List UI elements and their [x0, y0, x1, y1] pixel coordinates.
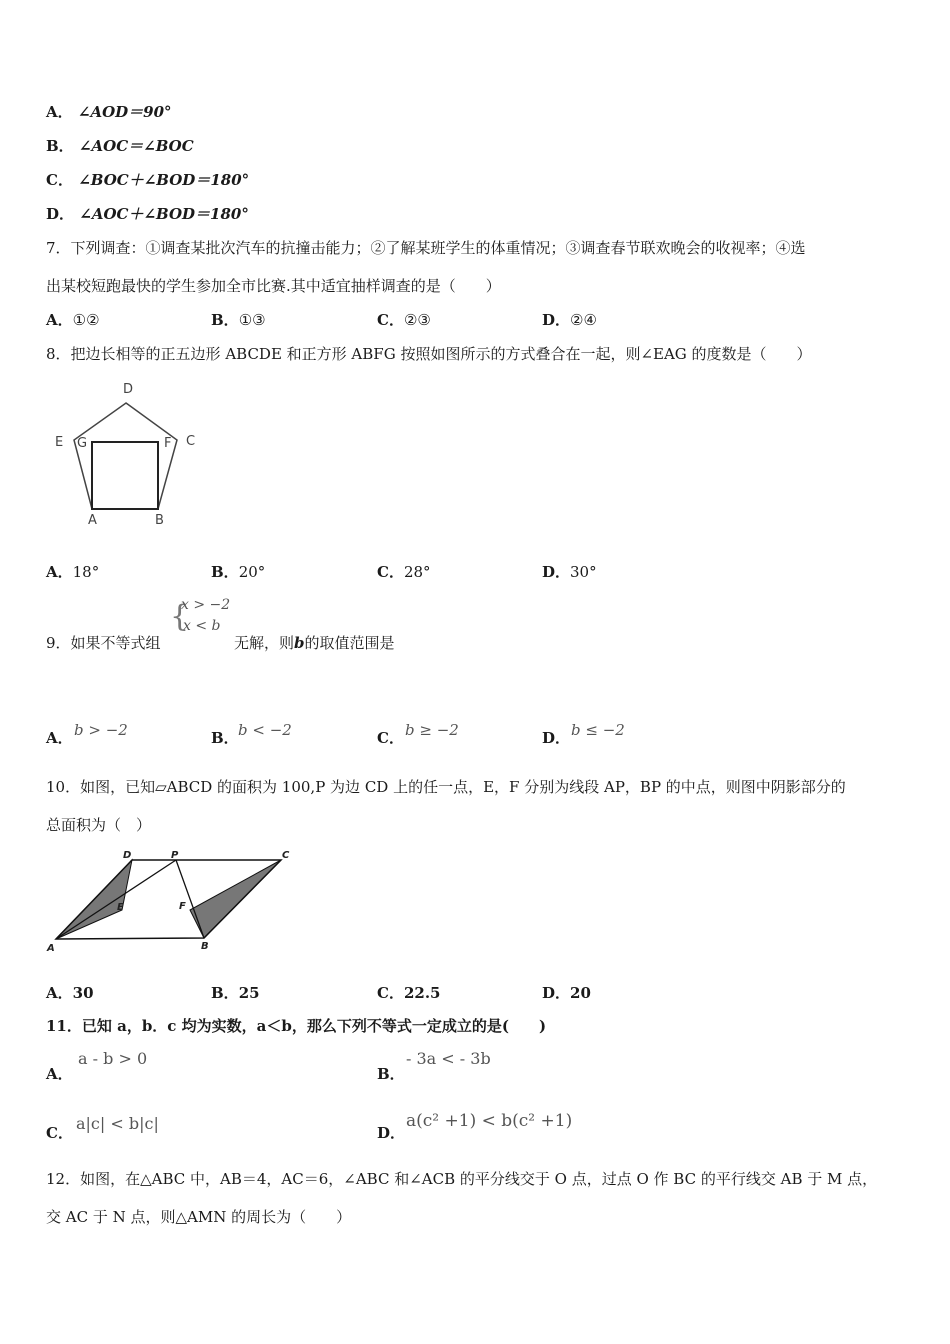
q10-stem-line2: 总面积为（ ）: [46, 816, 152, 834]
label-f: F: [179, 901, 186, 912]
q12-stem-line2: 交 AC 于 N 点，则△AMN 的周长为（ ）: [46, 1208, 352, 1226]
q9-option-a-math: b > −2: [74, 721, 128, 739]
label-a: A: [88, 513, 97, 528]
system-line-1: x > −2: [181, 597, 231, 613]
label-d: D: [123, 382, 134, 397]
segment-ap: [56, 860, 176, 939]
q7-option-d: D．②④: [542, 311, 597, 329]
q7-option-c: C．②③: [377, 311, 431, 329]
q11-option-a-label: A．: [46, 1065, 73, 1083]
q10-option-c: C．22.5: [377, 984, 441, 1002]
q9-option-a-label: A．: [46, 729, 73, 747]
system-line-2: x < b: [183, 618, 221, 634]
q6-option-c: C． ∠BOC＋∠BOD＝180°: [46, 171, 250, 189]
q9-inequality-system: [170, 597, 235, 641]
q10-stem-line1: 10．如图，已知▱ABCD 的面积为 100,P 为边 CD 上的任一点，E，F 分别为线段 AP，BP 的中点，则图中阴影部分的: [46, 778, 846, 796]
q11-option-d-math: a(c² +1) < b(c² +1): [406, 1111, 573, 1131]
q11-option-c-math: a|c| < b|c|: [76, 1114, 159, 1133]
q11-option-b-label: B．: [377, 1065, 405, 1083]
label-e: E: [55, 435, 64, 450]
q9-option-c-math: b ≥ −2: [405, 721, 459, 739]
q6-option-a: A． ∠AOD＝90°: [46, 103, 172, 121]
q8-pentagon-square-figure: [50, 378, 210, 530]
q9-option-d-math: b ≤ −2: [571, 721, 625, 739]
q11-stem: 11．已知 a，b．c 均为实数，a＜b，那么下列不等式一定成立的是( ): [46, 1017, 547, 1035]
q11-option-a-math: a - b > 0: [78, 1049, 148, 1068]
q7-stem-line2: 出某校短跑最快的学生参加全市比赛.其中适宜抽样调查的是（ ）: [46, 277, 501, 295]
label-p: P: [171, 850, 179, 861]
q6-option-d: D． ∠AOC＋∠BOD＝180°: [46, 205, 249, 223]
q11-option-b-math: - 3a < - 3b: [406, 1049, 491, 1068]
shaded-triangle-right: [190, 860, 281, 938]
label-c: C: [186, 434, 196, 449]
q9-option-b-math: b < −2: [238, 721, 292, 739]
q10-option-b: B．25: [211, 984, 260, 1002]
q7-option-b: B．①③: [211, 311, 266, 329]
q8-option-d: D．30°: [542, 563, 597, 581]
parallelogram-shape: [56, 860, 281, 939]
pentagon-shape: [74, 403, 177, 509]
q9-stem-prefix: 9．如果不等式组: [46, 634, 161, 652]
q7-option-a: A．①②: [46, 311, 100, 329]
label-g: G: [77, 436, 88, 451]
square-shape: [92, 442, 158, 509]
q11-option-c-label: C．: [46, 1124, 73, 1142]
q10-option-a: A．30: [46, 984, 94, 1002]
label-e: E: [117, 902, 124, 913]
brace-icon: {: [170, 599, 190, 634]
q9-option-d-label: D．: [542, 729, 571, 747]
q10-option-d: D．20: [542, 984, 591, 1002]
q10-parallelogram-figure: [44, 846, 294, 958]
label-b: B: [155, 513, 164, 528]
label-c: C: [282, 850, 290, 861]
q8-option-a: A．18°: [46, 563, 100, 581]
q7-stem-line1: 7．下列调查：①调查某批次汽车的抗撞击能力；②了解某班学生的体重情况；③调查春节联欢晚会的收视率；④选: [46, 239, 806, 257]
q8-option-b: B．20°: [211, 563, 266, 581]
q9-stem-suffix: 无解，则b的取值范围是: [234, 634, 395, 652]
q9-option-c-label: C．: [377, 729, 404, 747]
q8-stem: 8．把边长相等的正五边形 ABCDE 和正方形 ABFG 按照如图所示的方式叠合在一起，则∠EAG 的度数是（ ）: [46, 345, 812, 363]
q12-stem-line1: 12．如图，在△ABC 中，AB＝4，AC＝6，∠ABC 和∠ACB 的平分线交于 O 点，过点 O 作 BC 的平行线交 AB 于 M 点，: [46, 1170, 878, 1188]
q8-option-c: C．28°: [377, 563, 431, 581]
label-a: A: [47, 943, 55, 954]
segment-bp: [176, 860, 204, 938]
label-b: B: [201, 941, 209, 952]
q9-option-b-label: B．: [211, 729, 239, 747]
q11-option-d-label: D．: [377, 1124, 406, 1142]
label-f: F: [164, 436, 172, 451]
q6-option-b: B． ∠AOC＝∠BOC: [46, 137, 194, 155]
label-d: D: [123, 850, 132, 861]
